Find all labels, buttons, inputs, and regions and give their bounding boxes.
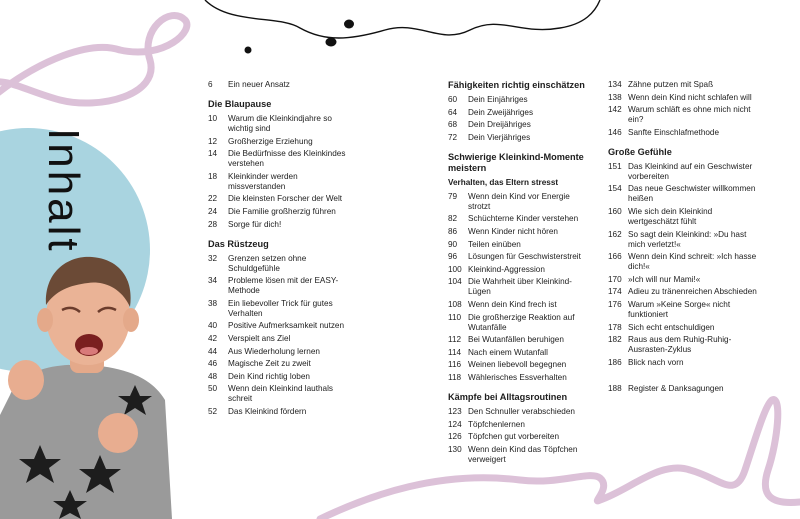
toc-column-1 [208, 80, 354, 420]
entry-title: Das neue Geschwister willkommen heißen [628, 184, 756, 204]
toc-entry [608, 162, 758, 182]
entry-title: Wenn dein Kleinkind lauthals schreit [228, 384, 333, 404]
toc-entry [208, 80, 354, 90]
page-number: 96 [448, 252, 458, 262]
toc-entry [448, 300, 594, 310]
section-heading: Fähigkeiten richtig einschätzen [448, 80, 585, 90]
entry-title: Verspielt ans Ziel [228, 333, 291, 343]
page-number: 42 [208, 333, 218, 343]
page-number: 104 [448, 277, 462, 287]
toc-entry [608, 207, 758, 227]
right-fist [98, 413, 138, 453]
toc-entry [208, 299, 354, 319]
page-number: 138 [608, 92, 622, 102]
entry-title: Die Wahrheit über Kleinkind-Lügen [468, 277, 572, 297]
entry-title: Blick nach vorn [628, 357, 684, 367]
entry-title: Das Kleinkind auf ein Geschwister vorbereiten [628, 161, 753, 181]
entry-title: Dein Zweijähriges [468, 107, 534, 117]
toc-entry [448, 95, 594, 105]
entry-title: Zähne putzen mit Spaß [628, 80, 714, 89]
page-number: 34 [208, 276, 218, 286]
entry-title: Positive Aufmerksamkeit nutzen [228, 321, 345, 331]
toc-entry [608, 105, 758, 125]
entry-title: Teilen einüben [468, 239, 521, 249]
toc-entry [208, 149, 354, 169]
page-number: 6 [208, 80, 213, 89]
entry-title: Wenn dein Kind vor Energie strotzt [468, 191, 570, 211]
entry-title: Raus aus dem Ruhig-Ruhig-Ausrasten-Zyklus [628, 335, 732, 355]
crying-child-photo [0, 255, 175, 519]
section-heading: Große Gefühle [608, 146, 672, 157]
pink-squiggle-top-left [0, 16, 187, 104]
toc-entry [608, 275, 758, 285]
entry-title: Wenn dein Kind nicht schlafen will [628, 92, 752, 102]
toc-entry [608, 128, 758, 138]
toc-entry [448, 373, 594, 383]
toc-entry [448, 360, 594, 370]
toc-entry [208, 321, 354, 331]
entry-title: Aus Wiederholung lernen [228, 346, 320, 356]
toc-entry [208, 384, 354, 404]
page-number: 176 [608, 299, 622, 309]
section-heading: Schwierige Kleinkind-Momente meistern [448, 151, 584, 173]
page-number: 182 [608, 335, 622, 345]
page-number: 112 [448, 335, 462, 345]
entry-title: Die kleinsten Forscher der Welt [228, 194, 343, 204]
page-number: 160 [608, 206, 622, 216]
entry-title: Wenn dein Kind schreit: »Ich hasse dich!« [628, 252, 757, 272]
page-number: 114 [448, 347, 462, 357]
toc-entry [608, 335, 758, 355]
toc-entry [608, 287, 758, 297]
entry-title: Warum die Kleinkindjahre so wichtig sind [228, 114, 332, 133]
page-number: 90 [448, 239, 458, 249]
entry-title: Sorge für dich! [228, 219, 282, 229]
page-number: 146 [608, 127, 622, 137]
toc-entry [208, 172, 354, 192]
toc-entry [448, 192, 594, 212]
entry-title: Warum »Keine Sorge« nicht funktioniert [628, 299, 731, 319]
toc-entry [208, 347, 354, 357]
page-number: 82 [448, 214, 458, 224]
toc-entry [208, 207, 354, 217]
entry-title: So sagt dein Kleinkind: »Du hast mich verletzt!« [628, 229, 747, 249]
toc-entry [208, 407, 354, 417]
entry-title: Wählerisches Essverhalten [468, 372, 567, 382]
black-blob [344, 20, 354, 29]
toc-column-3 [608, 80, 758, 397]
page-number: 68 [448, 120, 458, 130]
toc-entry [608, 358, 758, 368]
page-number: 178 [608, 322, 622, 332]
toc-entry [208, 114, 354, 134]
page-number: 186 [608, 357, 622, 367]
page-number: 170 [608, 274, 622, 284]
page-number: 154 [608, 184, 622, 194]
page-title: Inhalt [39, 128, 88, 254]
toc-entry [448, 252, 594, 262]
page-number: 130 [448, 444, 462, 454]
page-number: 18 [208, 171, 218, 181]
entry-title: Kleinkinder werden missverstanden [228, 171, 298, 191]
entry-title: Probleme lösen mit der EASY-Methode [228, 276, 339, 296]
entry-title: Dein Kind richtig loben [228, 371, 310, 381]
entry-title: Adieu zu tränenreichen Abschieden [628, 287, 757, 297]
toc-entry [448, 313, 594, 333]
entry-title: Nach einem Wutanfall [468, 347, 548, 357]
spacer [608, 370, 758, 384]
page-number: 50 [208, 384, 218, 394]
entry-title: Wenn dein Kind das Töpfchen verweigert [468, 444, 578, 464]
section-heading: Das Rüstzeug [208, 238, 269, 249]
page-number: 142 [608, 105, 622, 115]
toc-entry [448, 108, 594, 118]
toc-entry [448, 133, 594, 143]
page-number: 32 [208, 253, 218, 263]
toc-entry [208, 137, 354, 147]
entry-title: Wenn dein Kind frech ist [468, 299, 557, 309]
page-number: 79 [448, 191, 458, 201]
toc-entry [448, 335, 594, 345]
entry-title: Die großherzige Reaktion auf Wutanfälle [468, 312, 575, 332]
page-number: 52 [208, 406, 218, 416]
toc-entry [448, 227, 594, 237]
page-number: 108 [448, 299, 462, 309]
page-number: 123 [448, 406, 462, 416]
entry-title: Die Familie großherzig führen [228, 206, 336, 216]
page-number: 116 [448, 360, 462, 370]
toc-entry [448, 348, 594, 358]
entry-title: Register & Danksagungen [628, 384, 724, 394]
page-number: 28 [208, 219, 218, 229]
black-blob [245, 47, 252, 54]
toc-entry [448, 120, 594, 130]
toc-entry [448, 420, 594, 430]
entry-title: Großherzige Erziehung [228, 136, 313, 146]
page-number: 118 [448, 372, 462, 382]
entry-title: Lösungen für Geschwisterstreit [468, 252, 581, 262]
toc-entry [608, 323, 758, 333]
entry-title: Bei Wutanfällen beruhigen [468, 335, 564, 345]
page-number: 24 [208, 206, 218, 216]
toc-entry [448, 240, 594, 250]
page-number: 162 [608, 229, 622, 239]
page-number: 48 [208, 371, 218, 381]
page-number: 100 [448, 264, 462, 274]
toc-entry [208, 194, 354, 204]
entry-title: Warum schläft es ohne mich nicht ein? [628, 105, 751, 125]
page-number: 22 [208, 194, 218, 204]
entry-title: »Ich will nur Mami!« [628, 274, 701, 284]
page-number: 188 [608, 384, 622, 394]
section-heading: Kämpfe bei Alltagsroutinen [448, 391, 568, 402]
toc-entry [448, 432, 594, 442]
toc-entry [608, 230, 758, 250]
toc-entry [208, 276, 354, 296]
page-number: 72 [448, 132, 458, 142]
page-number: 166 [608, 252, 622, 262]
toc-column-2 [448, 80, 594, 467]
page-number: 44 [208, 346, 218, 356]
page-number: 64 [448, 107, 458, 117]
entry-title: Magische Zeit zu zweit [228, 359, 311, 369]
section-heading: Die Blaupause [208, 99, 272, 109]
toc-entry [608, 300, 758, 320]
toc-entry [448, 407, 594, 417]
entry-title: Töpfchenlernen [468, 419, 525, 429]
entry-title: Kleinkind-Aggression [468, 264, 545, 274]
page-number: 46 [208, 359, 218, 369]
page-number: 60 [448, 95, 458, 104]
entry-title: Dein Vierjähriges [468, 132, 531, 142]
page-number: 151 [608, 161, 622, 171]
toc-entry [208, 220, 354, 230]
entry-title: Ein liebevoller Trick für gutes Verhalten [228, 298, 333, 318]
toc-entry [608, 80, 758, 90]
entry-title: Die Bedürfnisse des Kleinkindes verstehen [228, 149, 346, 169]
entry-title: Sich echt entschuldigen [628, 322, 715, 332]
page-number: 10 [208, 114, 218, 123]
page-number: 134 [608, 80, 622, 89]
toc-entry [608, 184, 758, 204]
page-number: 86 [448, 226, 458, 236]
page-number: 124 [448, 419, 462, 429]
left-fist [8, 360, 44, 400]
toc-entry [208, 359, 354, 369]
entry-title: Ein neuer Ansatz [228, 80, 290, 89]
page-number: 110 [448, 312, 462, 322]
toc-entry [608, 252, 758, 272]
entry-title: Dein Einjähriges [468, 95, 528, 104]
entry-title: Dein Dreijähriges [468, 120, 531, 130]
page-number: 40 [208, 321, 218, 331]
entry-title: Wie sich dein Kleinkind wertgeschätzt fühlt [628, 206, 713, 226]
subsection-heading: Verhalten, das Eltern stresst [448, 177, 559, 187]
entry-title: Grenzen setzen ohne Schuldgefühle [228, 253, 307, 273]
entry-title: Den Schnuller verabschieden [468, 406, 575, 416]
entry-title: Schüchterne Kinder verstehen [468, 214, 579, 224]
entry-title: Töpfchen gut vorbereiten [468, 432, 560, 442]
entry-title: Wenn Kinder nicht hören [468, 226, 558, 236]
page-number: 12 [208, 136, 218, 146]
black-line-top [205, 0, 600, 38]
toc-entry [608, 384, 758, 394]
page-number: 174 [608, 287, 622, 297]
page-number: 126 [448, 432, 462, 442]
toc-entry [208, 372, 354, 382]
tongue [80, 347, 98, 355]
black-blob [326, 38, 337, 47]
entry-title: Sanfte Einschlafmethode [628, 127, 720, 137]
page-number: 38 [208, 298, 218, 308]
toc-entry [448, 277, 594, 297]
toc-entry [448, 214, 594, 224]
toc-entry [448, 445, 594, 465]
toc-entry [208, 334, 354, 344]
entry-title: Weinen liebevoll begegnen [468, 360, 567, 370]
toc-entry [448, 265, 594, 275]
ear [37, 308, 53, 332]
ear [123, 308, 139, 332]
entry-title: Das Kleinkind fördern [228, 406, 307, 416]
toc-entry [608, 93, 758, 103]
page-number: 14 [208, 149, 218, 159]
toc-entry [208, 254, 354, 274]
